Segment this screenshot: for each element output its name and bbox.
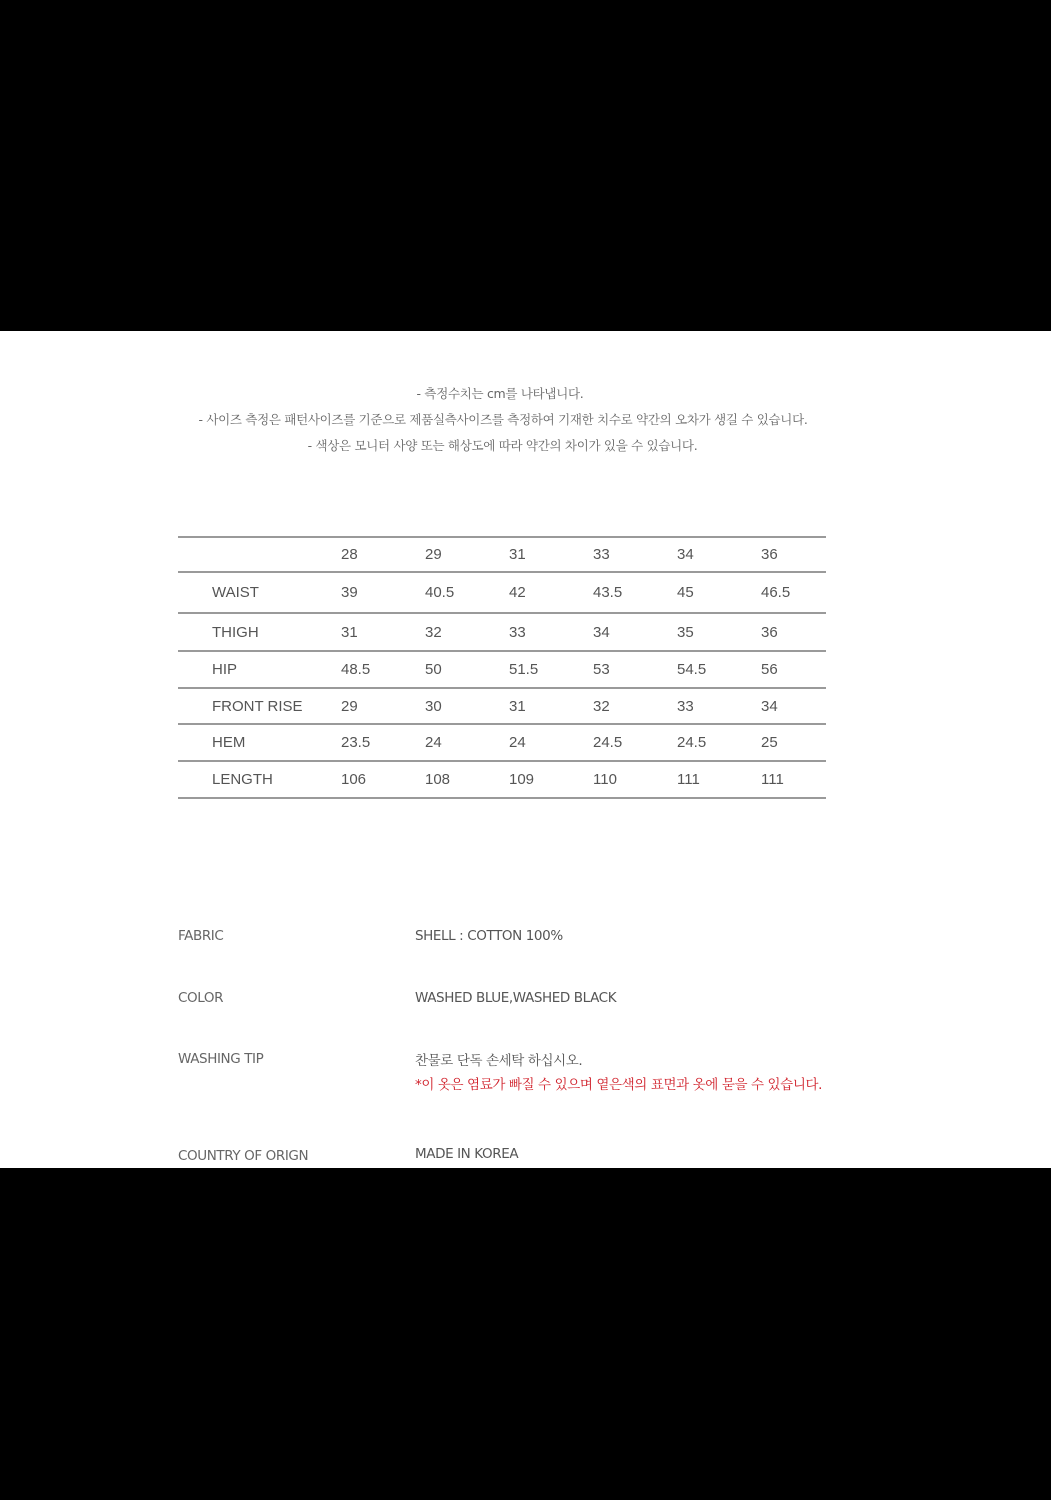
product-detail-sheet (0, 331, 1051, 1168)
table-cell: 31 (341, 623, 358, 641)
table-row (178, 724, 826, 761)
spec-value: SHELL : COTTON 100% (415, 928, 563, 944)
table-cell: 25 (761, 734, 778, 751)
table-cell: 48.5 (341, 661, 371, 678)
table-cell: 39 (341, 584, 358, 601)
table-cell: 33 (677, 697, 694, 715)
table-row (178, 572, 826, 613)
table-cell: 108 (425, 771, 451, 788)
table-cell: 45 (677, 584, 694, 601)
table-row (178, 761, 826, 798)
table-cell: 29 (341, 697, 358, 715)
header-cell: 33 (593, 546, 610, 563)
table-row (178, 651, 826, 688)
note-line: - 측정수치는 cm를 나타냅니다. (416, 386, 584, 401)
table-cell: 35 (677, 623, 694, 641)
table-cell: 24 (509, 734, 526, 751)
measurement-notes (0, 381, 1000, 459)
table-cell: 56 (761, 661, 778, 678)
size-chart-table (178, 536, 826, 799)
table-cell: 30 (425, 697, 442, 715)
table-cell: 110 (593, 771, 617, 788)
table-cell: 24.5 (593, 734, 623, 751)
table-cell: 24 (425, 734, 442, 751)
table-cell: 111 (761, 771, 784, 788)
spec-value-group (415, 1049, 822, 1093)
row-label: HEM (212, 734, 246, 751)
header-cell: 31 (509, 546, 526, 563)
table-cell: 36 (761, 623, 778, 641)
spec-label: FABRIC (178, 928, 224, 944)
table-cell: 53 (593, 661, 610, 678)
spec-value: MADE IN KOREA (415, 1146, 519, 1162)
row-label: HIP (212, 661, 238, 678)
table-cell: 46.5 (761, 584, 791, 601)
row-label: THIGH (212, 623, 259, 641)
spec-label: COUNTRY OF ORIGN (178, 1148, 309, 1164)
row-label: FRONT RISE (212, 697, 303, 715)
header-cell: 36 (761, 546, 778, 563)
header-cell: 34 (677, 546, 694, 563)
table-cell: 34 (761, 697, 778, 715)
table-cell: 109 (509, 771, 535, 788)
table-cell: 24.5 (677, 734, 707, 751)
table-row (178, 688, 826, 724)
table-cell: 42 (509, 584, 526, 601)
note-line: - 색상은 모니터 사양 또는 해상도에 따라 약간의 차이가 있을 수 있습니다. (307, 438, 698, 453)
note-line: - 사이즈 측정은 패턴사이즈를 기준으로 제품실측사이즈를 측정하여 기재한 치수로 약간의 오차가 생길 수 있습니다. (198, 412, 808, 427)
washing-instruction: 찬물로 단독 손세탁 하십시오. (415, 1053, 583, 1069)
row-label: LENGTH (212, 771, 273, 788)
table-cell: 43.5 (593, 584, 623, 601)
table-cell: 111 (677, 771, 700, 788)
dye-warning: *이 옷은 염료가 빠질 수 있으며 옅은색의 표면과 옷에 묻을 수 있습니다. (415, 1077, 822, 1093)
spec-label: WASHING TIP (178, 1051, 264, 1067)
header-cell: 29 (425, 546, 442, 563)
header-cell (178, 537, 341, 572)
table-cell: 54.5 (677, 661, 707, 678)
table-cell: 31 (509, 697, 526, 715)
table-cell: 23.5 (341, 734, 371, 751)
table-cell: 50 (425, 661, 442, 678)
row-label: WAIST (212, 584, 259, 601)
table-cell: 106 (341, 771, 367, 788)
header-cell: 28 (341, 546, 358, 563)
spec-label: COLOR (178, 990, 224, 1006)
table-cell: 34 (593, 623, 610, 641)
table-cell: 32 (425, 623, 442, 641)
table-header-row (178, 537, 826, 572)
table-cell: 32 (593, 697, 610, 715)
table-cell: 33 (509, 623, 526, 641)
table-cell: 40.5 (425, 584, 455, 601)
spec-value: WASHED BLUE,WASHED BLACK (415, 990, 617, 1006)
table-row (178, 613, 826, 651)
table-cell: 51.5 (509, 661, 539, 678)
